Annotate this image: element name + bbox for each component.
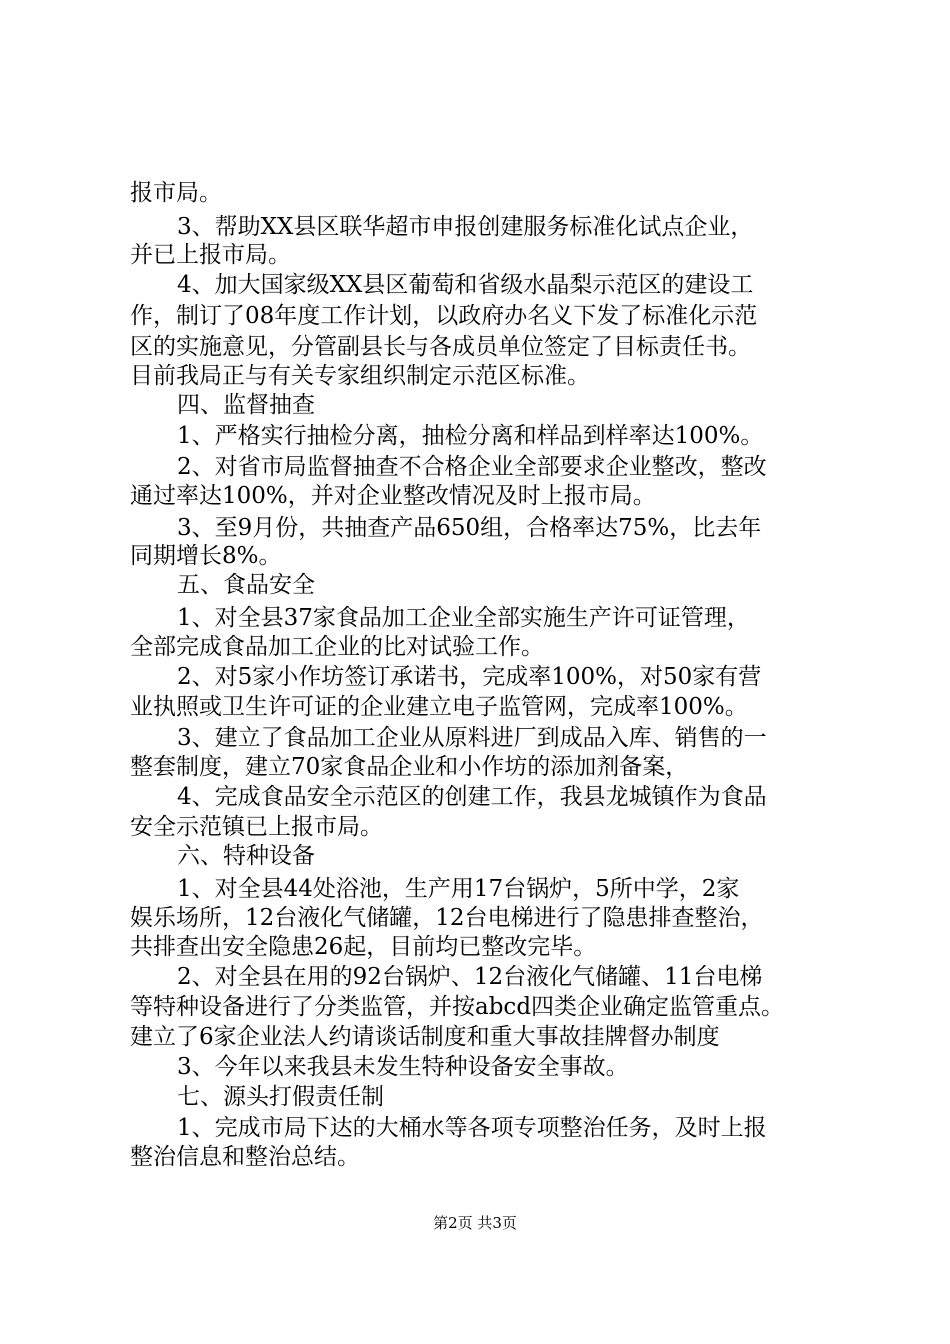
text-line: 报市局。 [130,180,222,206]
text-line: 通过率达100%，并对企业整改情况及时上报市局。 [130,483,656,509]
text-line: 2、对全县在用的92台锅炉、12台液化气储罐、11台电梯 [177,964,763,990]
text-line: 建立了6家企业法人约请谈话制度和重大事故挂牌督办制度 [130,1024,720,1050]
text-line: 4、加大国家级XX县区葡萄和省级水晶梨示范区的建设工 [177,272,754,298]
text-line: 2、对省市局监督抽查不合格企业全部要求企业整改，整改 [177,454,767,480]
text-line: 1、严格实行抽检分离，抽检分离和样品到样率达100%。 [177,423,764,449]
text-line: 1、完成市局下达的大桶水等各项专项整治任务，及时上报 [177,1115,767,1141]
text-line: 同期增长8%。 [130,543,282,569]
section-heading: 四、监督抽查 [177,392,315,418]
text-line: 共排查出安全隐患26起，目前均已整改完毕。 [130,934,597,960]
page-number-footer: 第2页 共3页 [433,1214,517,1232]
text-line: 3、至9月份，共抽查产品650组，合格率达75%，比去年 [177,515,762,541]
text-line: 3、建立了食品加工企业从原料进厂到成品入库、销售的一 [177,725,767,751]
text-line: 1、对全县37家食品加工企业全部实施生产许可证管理， [177,605,750,631]
text-line: 4、完成食品安全示范区的创建工作，我县龙城镇作为食品 [177,784,767,810]
text-line: 业执照或卫生许可证的企业建立电子监管网，完成率100%。 [130,694,748,720]
text-line: 全部完成食品加工企业的比对试验工作。 [130,634,544,660]
text-line: 安全示范镇已上报市局。 [130,814,383,840]
text-line: 3、今年以来我县未发生特种设备安全事故。 [177,1054,629,1080]
text-line: 整套制度，建立70家食品企业和小作坊的添加剂备案， [130,754,689,780]
text-line: 娱乐场所，12台液化气储罐，12台电梯进行了隐患排查整治， [130,905,764,931]
text-line: 目前我局正与有关专家组织制定示范区标准。 [130,363,590,389]
section-heading: 五、食品安全 [177,572,315,598]
text-line: 作，制订了08年度工作计划，以政府办名义下发了标准化示范 [130,303,758,329]
section-heading: 六、特种设备 [177,843,315,869]
text-line: 1、对全县44处浴池，生产用17台锅炉，5所中学，2家 [177,876,740,902]
section-heading: 七、源头打假责任制 [177,1084,384,1110]
text-line: 3、帮助XX县区联华超市申报创建服务标准化试点企业， [177,214,754,240]
text-line: 并已上报市局。 [130,242,291,268]
text-line: 等特种设备进行了分类监管，并按abcd四类企业确定监管重点。 [130,994,785,1020]
text-line: 整治信息和整治总结。 [130,1144,360,1170]
text-line: 2、对5家小作坊签订承诺书，完成率100%，对50家有营 [177,664,762,690]
text-line: 区的实施意见，分管副县长与各成员单位签定了目标责任书。 [130,334,751,360]
